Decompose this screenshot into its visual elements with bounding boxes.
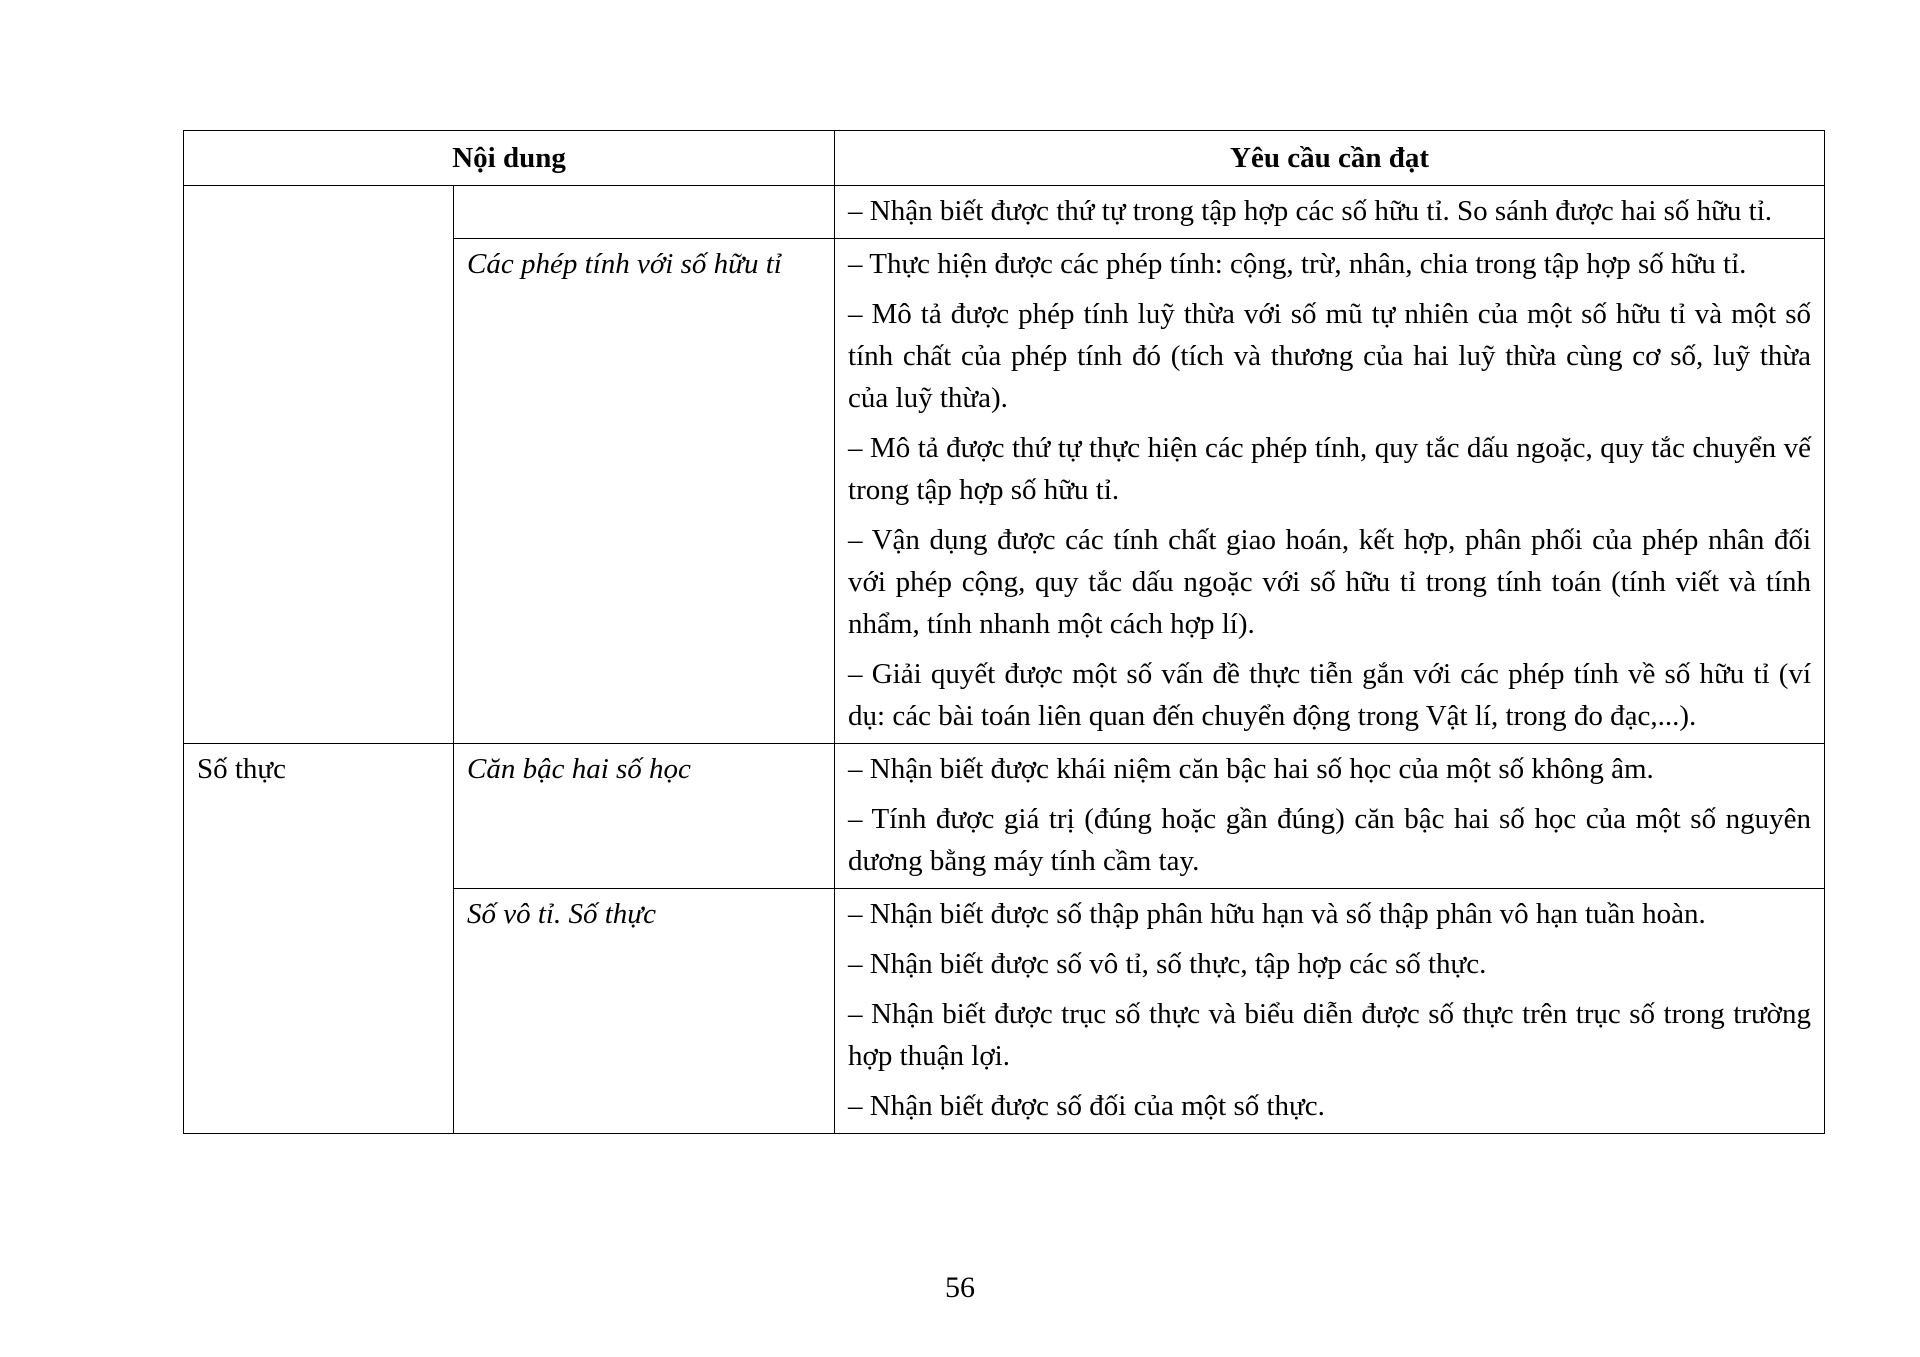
- topic-cell: [184, 239, 454, 744]
- table-row: [184, 239, 1825, 744]
- curriculum-table: [183, 130, 1825, 1134]
- requirement-item: – Nhận biết được số đối của một số thực.: [848, 1090, 1325, 1122]
- subtopic-cell: Số vô tỉ. Số thực: [454, 889, 835, 1134]
- requirement-item: – Vận dụng được các tính chất giao hoán, kết hợp, phân phối của phép nhân đối với phép cộng, quy tắc dấu ngoặc với số hữu tỉ trong tính toán (tính viết và tính nhẩm, tính nhanh một cách hợp lí).: [848, 524, 1812, 640]
- topic-cell: [184, 186, 454, 239]
- requirements-cell: [835, 744, 1825, 889]
- requirements-cell: [835, 186, 1825, 239]
- requirement-item: – Nhận biết được số thập phân hữu hạn và số thập phân vô hạn tuần hoàn.: [848, 898, 1706, 930]
- subtopic-cell: Căn bậc hai số học: [454, 744, 835, 889]
- header-requirement: Yêu cầu cần đạt: [835, 131, 1825, 186]
- page-number: 56: [945, 1271, 975, 1304]
- requirement-item: – Nhận biết được trục số thực và biểu diễn được số thực trên trục số trong trường hợp thuận lợi.: [848, 998, 1812, 1072]
- requirement-item: – Nhận biết được thứ tự trong tập hợp các số hữu tỉ. So sánh được hai số hữu tỉ.: [848, 195, 1773, 227]
- requirement-item: – Nhận biết được khái niệm căn bậc hai số học của một số không âm.: [848, 753, 1654, 785]
- requirements-cell: [835, 239, 1825, 744]
- header-content: Nội dung: [184, 131, 835, 186]
- requirement-item: – Giải quyết được một số vấn đề thực tiễn gắn với các phép tính về số hữu tỉ (ví dụ: các bài toán liên quan đến chuyển động trong Vật lí, trong đo đạc,...).: [848, 658, 1812, 732]
- requirement-item: – Mô tả được thứ tự thực hiện các phép tính, quy tắc dấu ngoặc, quy tắc chuyển vế trong tập hợp số hữu tỉ.: [848, 432, 1812, 506]
- requirements-cell: [835, 889, 1825, 1134]
- table-row: [184, 744, 1825, 889]
- topic-cell: Số thực: [184, 744, 454, 889]
- topic-cell: [184, 889, 454, 1134]
- table-row: [184, 186, 1825, 239]
- subtopic-cell: Các phép tính với số hữu tỉ: [454, 239, 835, 744]
- requirement-item: – Thực hiện được các phép tính: cộng, trừ, nhân, chia trong tập hợp số hữu tỉ.: [848, 248, 1747, 280]
- requirement-item: – Nhận biết được số vô tỉ, số thực, tập hợp các số thực.: [848, 948, 1487, 980]
- requirement-item: – Mô tả được phép tính luỹ thừa với số mũ tự nhiên của một số hữu tỉ và một số tính chất của phép tính đó (tích và thương của hai luỹ thừa cùng cơ số, luỹ thừa của luỹ thừa).: [848, 298, 1812, 414]
- subtopic-cell: [454, 186, 835, 239]
- table-row: [184, 889, 1825, 1134]
- table-header-row: [184, 131, 1825, 186]
- requirement-item: – Tính được giá trị (đúng hoặc gần đúng) căn bậc hai số học của một số nguyên dương bằng máy tính cầm tay.: [848, 803, 1812, 877]
